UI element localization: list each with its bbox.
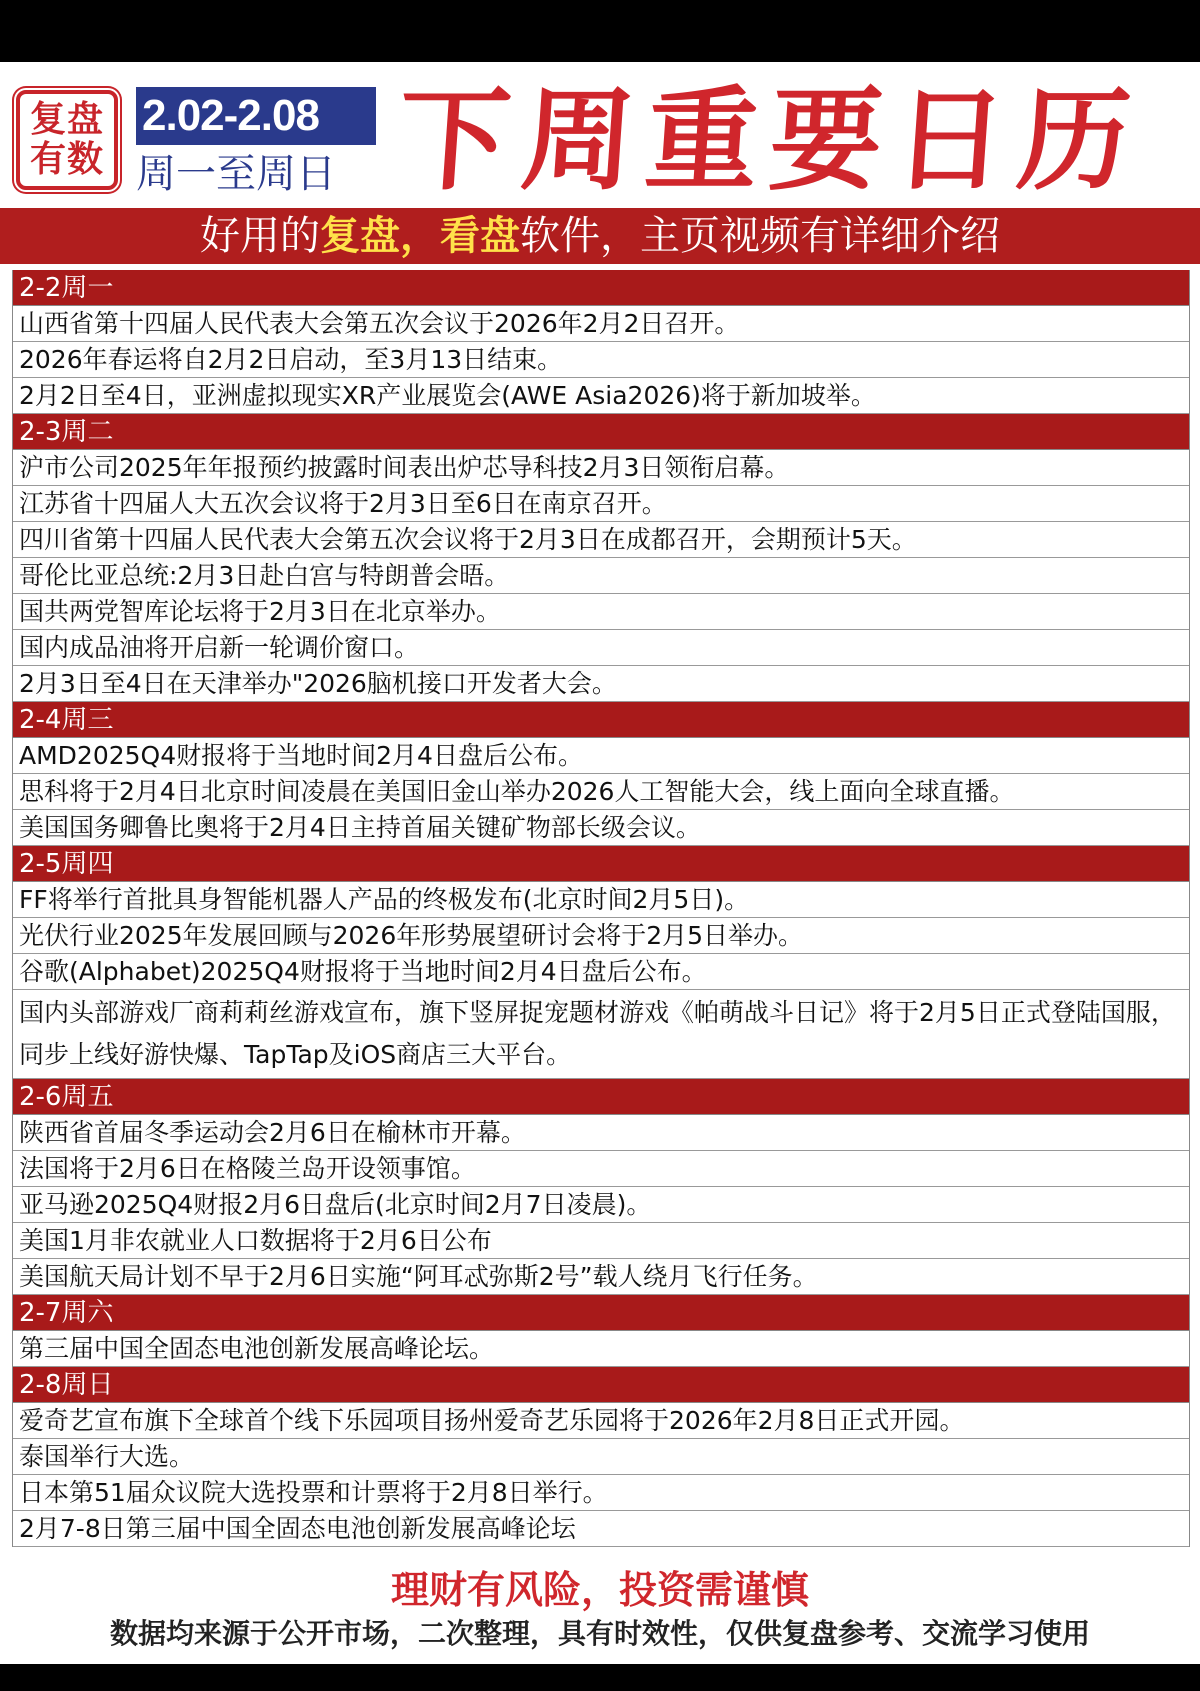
event-row: 沪市公司2025年年报预约披露时间表出炉芯导科技2月3日领衔启幕。 [13, 450, 1189, 486]
event-row: 国内头部游戏厂商莉莉丝游戏宣布，旗下竖屏捉宠题材游戏《帕萌战斗日记》将于2月5日正式登陆国服，同步上线好游快爆、TapTap及iOS商店三大平台。 [13, 990, 1189, 1079]
date-range: 2.02-2.08 [136, 87, 376, 145]
event-row: 陕西省首届冬季运动会2月6日在榆林市开幕。 [13, 1115, 1189, 1151]
day-header: 2-6周五 [13, 1079, 1189, 1115]
date-subtitle: 周一至周日 [136, 151, 336, 197]
event-row: 哥伦比亚总统:2月3日赴白宫与特朗普会晤。 [13, 558, 1189, 594]
event-row: 四川省第十四届人民代表大会第五次会议将于2月3日在成都召开，会期预计5天。 [13, 522, 1189, 558]
event-row: 2月7-8日第三届中国全固态电池创新发展高峰论坛 [13, 1511, 1189, 1547]
calendar-page [0, 62, 1200, 1664]
day-header: 2-5周四 [13, 846, 1189, 882]
day-header: 2-2周一 [13, 270, 1189, 306]
event-row: 美国国务卿鲁比奥将于2月4日主持首届关键矿物部长级会议。 [13, 810, 1189, 846]
event-row: 泰国举行大选。 [13, 1439, 1189, 1475]
risk-warning: 理财有风险，投资需谨慎 [390, 1568, 809, 1612]
day-header: 2-3周二 [13, 414, 1189, 450]
event-row: FF将举行首批具身智能机器人产品的终极发布(北京时间2月5日)。 [13, 882, 1189, 918]
disclaimer: 数据均来源于公开市场，二次整理，具有时效性，仅供复盘参考、交流学习使用 [109, 1617, 1090, 1650]
event-row: 山西省第十四届人民代表大会第五次会议于2026年2月2日召开。 [13, 306, 1189, 342]
logo-line-1: 复盘 [29, 99, 104, 140]
promo-banner [0, 208, 1200, 264]
logo [16, 90, 118, 190]
event-row: AMD2025Q4财报将于当地时间2月4日盘后公布。 [13, 738, 1189, 774]
logo-line-2: 有数 [29, 139, 104, 180]
event-row: 2026年春运将自2月2日启动，至3月13日结束。 [13, 342, 1189, 378]
banner-text-2: 软件，主页视频有详细介绍 [520, 213, 1000, 259]
schedule-table [12, 270, 1190, 1547]
event-row: 美国航天局计划不早于2月6日实施“阿耳忒弥斯2号”载人绕月飞行任务。 [13, 1259, 1189, 1295]
day-header: 2-7周六 [13, 1295, 1189, 1331]
event-row: 国共两党智库论坛将于2月3日在北京举办。 [13, 594, 1189, 630]
day-header: 2-4周三 [13, 702, 1189, 738]
event-row: 思科将于2月4日北京时间凌晨在美国旧金山举办2026人工智能大会，线上面向全球直播。 [13, 774, 1189, 810]
event-row: 美国1月非农就业人口数据将于2月6日公布 [13, 1223, 1189, 1259]
event-row: 谷歌(Alphabet)2025Q4财报将于当地时间2月4日盘后公布。 [13, 954, 1189, 990]
page-title: 下周重要日历 [393, 75, 1147, 206]
event-row: 亚马逊2025Q4财报2月6日盘后(北京时间2月7日凌晨)。 [13, 1187, 1189, 1223]
event-row: 日本第51届众议院大选投票和计票将于2月8日举行。 [13, 1475, 1189, 1511]
event-row: 2月3日至4日在天津举办"2026脑机接口开发者大会。 [13, 666, 1189, 702]
banner-text-1: 好用的 [200, 213, 320, 259]
event-row: 江苏省十四届人大五次会议将于2月3日至6日在南京召开。 [13, 486, 1189, 522]
event-row: 国内成品油将开启新一轮调价窗口。 [13, 630, 1189, 666]
event-row: 光伏行业2025年发展回顾与2026年形势展望研讨会将于2月5日举办。 [13, 918, 1189, 954]
day-header: 2-8周日 [13, 1367, 1189, 1403]
event-row: 2月2日至4日，亚洲虚拟现实XR产业展览会(AWE Asia2026)将于新加坡举。 [13, 378, 1189, 414]
event-row: 爱奇艺宣布旗下全球首个线下乐园项目扬州爱奇艺乐园将于2026年2月8日正式开园。 [13, 1403, 1189, 1439]
banner-highlight-2: 看盘 [440, 213, 520, 259]
event-row: 法国将于2月6日在格陵兰岛开设领事馆。 [13, 1151, 1189, 1187]
banner-highlight-1: 复盘， [320, 213, 440, 259]
event-row: 第三届中国全固态电池创新发展高峰论坛。 [13, 1331, 1189, 1367]
